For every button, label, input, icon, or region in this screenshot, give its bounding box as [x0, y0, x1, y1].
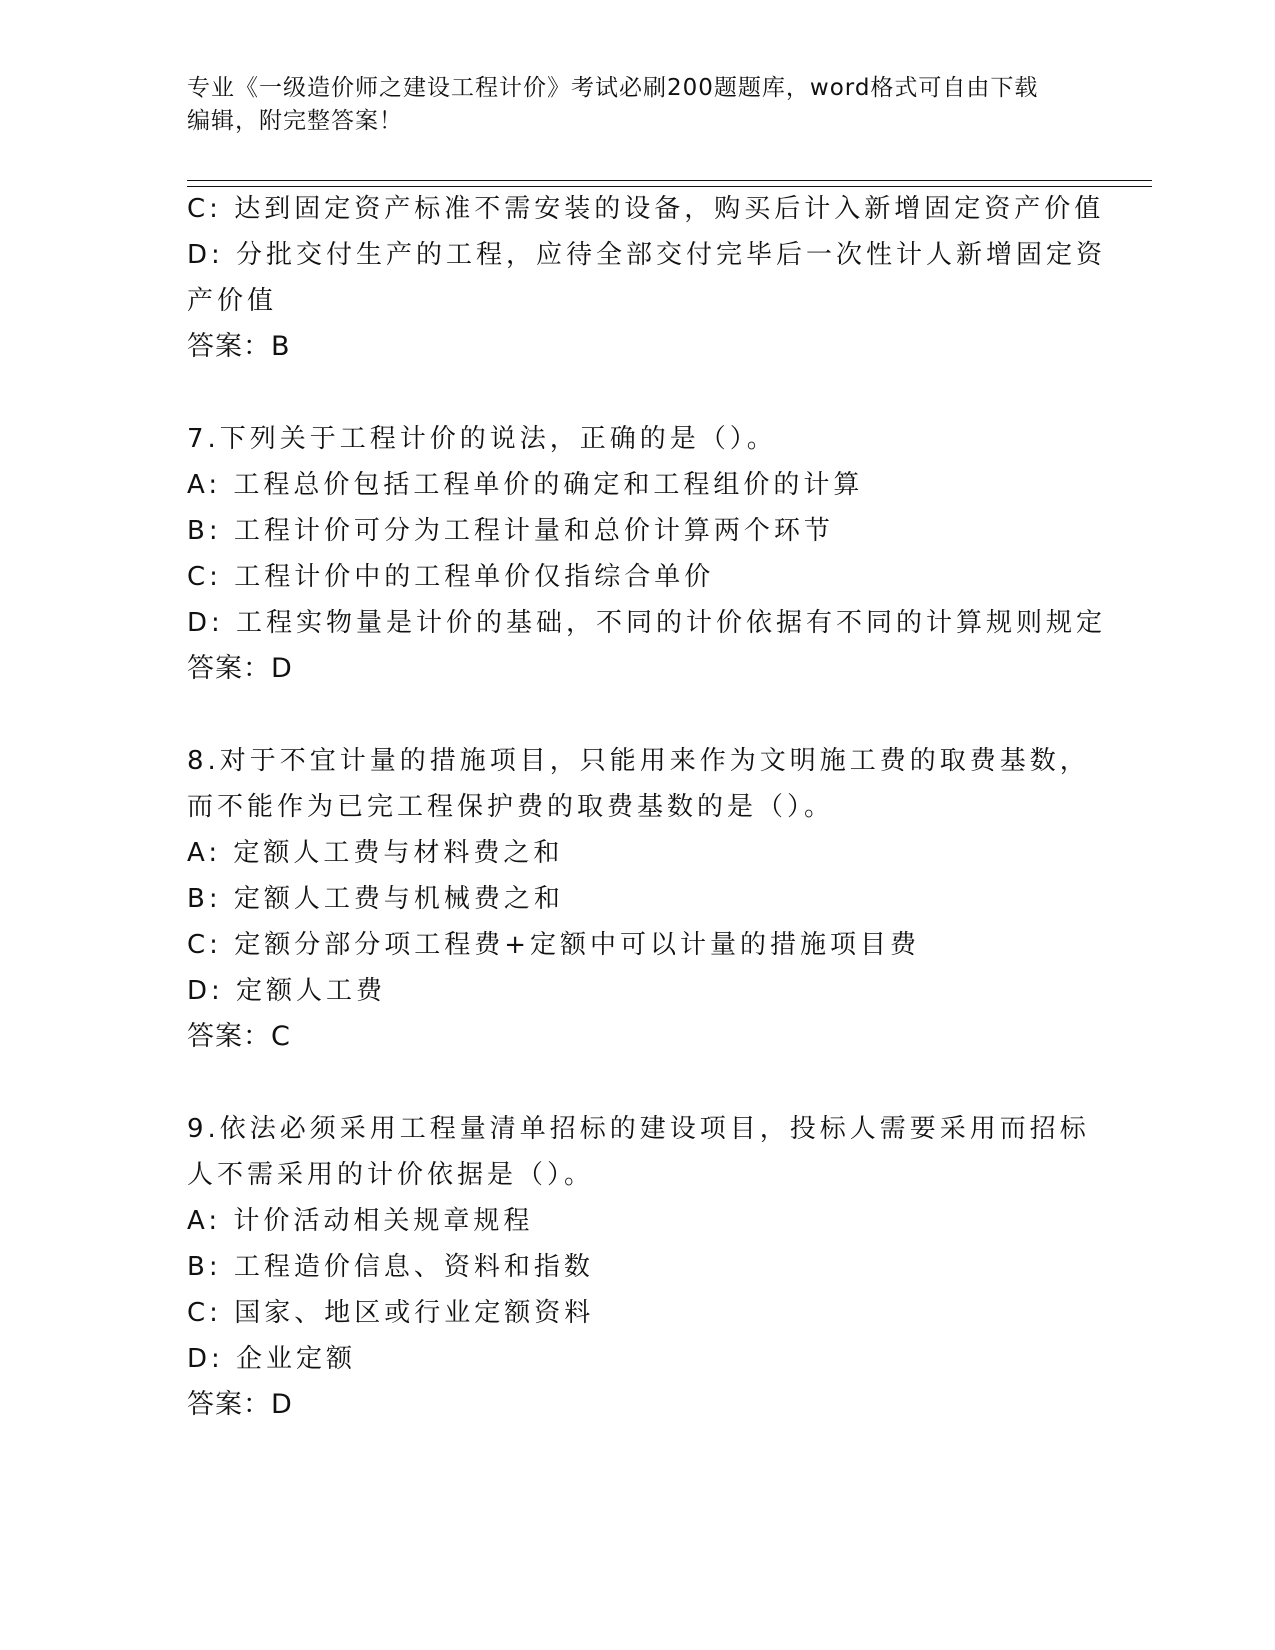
option-text: 工程造价信息、资料和指数: [233, 1252, 594, 1282]
option-d: [187, 232, 1107, 278]
option-d: [187, 1336, 1087, 1382]
answer-line: 答案：D: [187, 1389, 293, 1420]
option-text: 定额人工费与机械费之和: [233, 884, 564, 914]
option-c: [187, 1290, 1087, 1336]
option-c: [187, 554, 1087, 600]
question-stem: 9.依法必须采用工程量清单招标的建设项目，投标人需要采用而招标: [187, 1114, 1090, 1144]
document-body: [187, 186, 1107, 1428]
option-text: 定额分部分项工程费+定额中可以计量的措施项目费: [234, 930, 920, 960]
question-block-9: [187, 1106, 1090, 1428]
option-text: 计价活动相关规章规程: [233, 1206, 534, 1236]
option-c: [187, 922, 1087, 968]
option-label: A:: [187, 1206, 222, 1236]
spacer: [187, 692, 1087, 738]
question-block-8: [187, 738, 1090, 1060]
spacer: [187, 370, 1087, 416]
option-text: 企业定额: [236, 1344, 357, 1374]
answer-line: 答案：B: [187, 331, 291, 362]
option-d-continuation: 产价值: [187, 286, 278, 316]
option-b: [187, 1244, 1087, 1290]
option-label: B:: [187, 884, 222, 914]
option-label: D:: [187, 240, 224, 270]
answer-line: 答案：C: [187, 1021, 291, 1052]
question-block-7: [187, 416, 1107, 692]
header-title-line-2: 编辑，附完整答案！: [187, 108, 403, 134]
option-text: 国家、地区或行业定额资料: [234, 1298, 595, 1328]
option-text: 工程计价可分为工程计量和总价计算两个环节: [233, 516, 834, 546]
option-text: 分批交付生产的工程，应待全部交付完毕后一次性计人新增固定资: [236, 240, 1107, 270]
option-label: C:: [187, 194, 222, 224]
option-text: 工程实物量是计价的基础，不同的计价依据有不同的计算规则规定: [236, 608, 1107, 638]
option-label: D:: [187, 976, 224, 1006]
question-stem-continuation: 而不能作为已完工程保护费的取费基数的是（）。: [187, 792, 835, 822]
option-b: [187, 508, 1087, 554]
document-header: [187, 72, 1067, 138]
question-block-6: [187, 186, 1107, 370]
option-text: 定额人工费与材料费之和: [233, 838, 564, 868]
option-label: B:: [187, 1252, 222, 1282]
spacer: [187, 1060, 1087, 1106]
option-label: C:: [187, 562, 222, 592]
option-b: [187, 876, 1087, 922]
option-label: B:: [187, 516, 222, 546]
option-a: [187, 462, 1087, 508]
option-a: [187, 830, 1087, 876]
header-rule-top: [187, 180, 1152, 181]
option-label: C:: [187, 930, 222, 960]
option-label: D:: [187, 1344, 224, 1374]
option-text: 达到固定资产标准不需安装的设备，购买后计入新增固定资产价值: [234, 194, 1105, 224]
option-label: C:: [187, 1298, 222, 1328]
option-text: 工程总价包括工程单价的确定和工程组价的计算: [233, 470, 864, 500]
answer-line: 答案：D: [187, 653, 293, 684]
option-label: A:: [187, 470, 222, 500]
option-label: A:: [187, 838, 222, 868]
option-label: D:: [187, 608, 224, 638]
option-text: 工程计价中的工程单价仅指综合单价: [234, 562, 715, 592]
option-c: [187, 186, 1105, 232]
option-text: 定额人工费: [236, 976, 387, 1006]
question-stem-continuation: 人不需采用的计价依据是（）。: [187, 1160, 595, 1190]
option-d: [187, 600, 1107, 646]
question-stem: 7.下列关于工程计价的说法，正确的是（）。: [187, 424, 777, 454]
header-title-line-1: 专业《一级造价师之建设工程计价》考试必刷200题题库，word格式可自由下载: [187, 75, 1039, 101]
option-a: [187, 1198, 1087, 1244]
question-stem: 8.对于不宜计量的措施项目，只能用来作为文明施工费的取费基数，: [187, 746, 1090, 776]
option-d: [187, 968, 1087, 1014]
